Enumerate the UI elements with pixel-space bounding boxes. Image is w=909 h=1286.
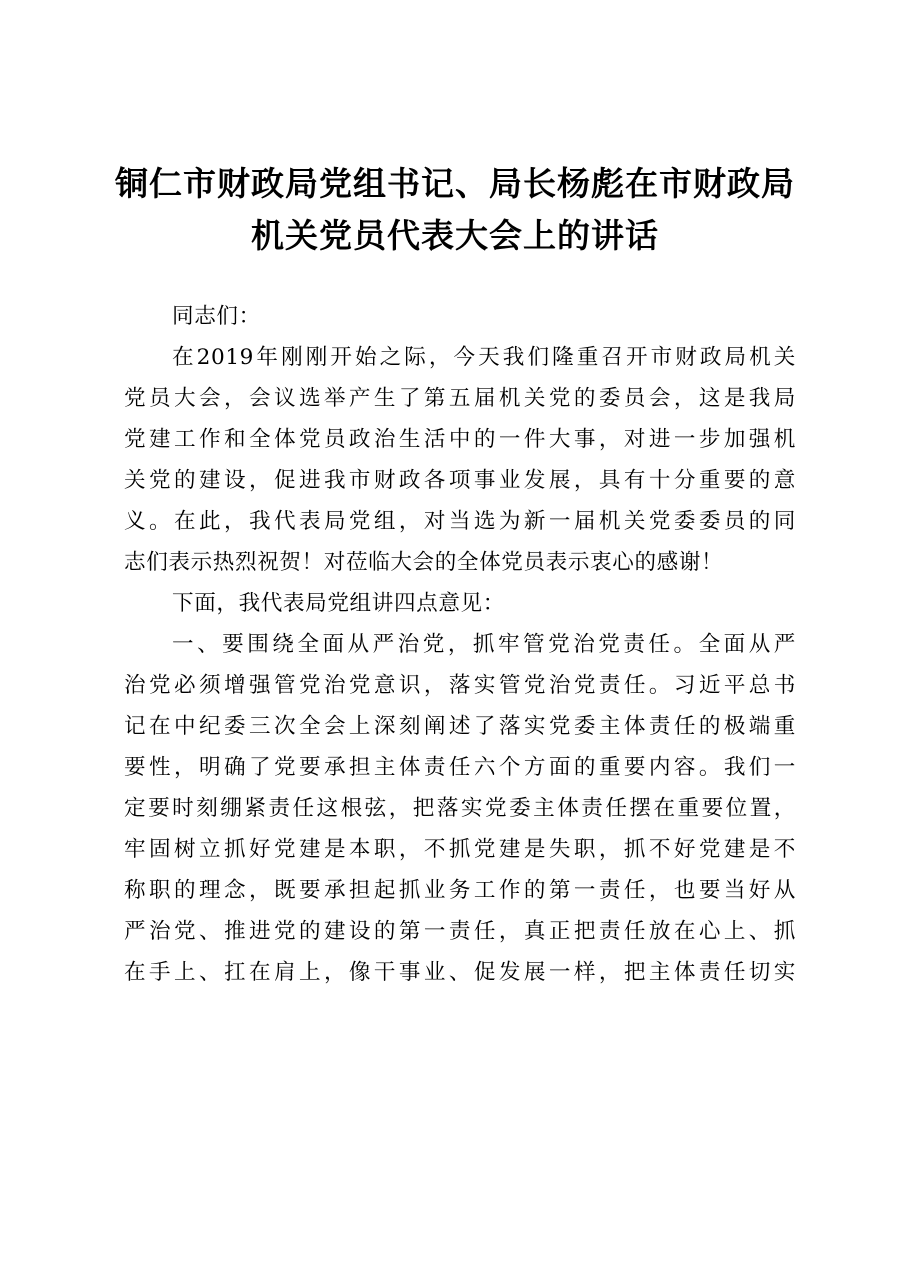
text-line: 牢固树立抓好党建是本职，不抓党建是失职，抓不好党建是不	[124, 837, 796, 862]
text-line: 记在中纪委三次全会上深刻阐述了落实党委主体责任的极端重	[124, 714, 796, 739]
title-line-2: 机关党员代表大会上的讲话	[251, 216, 659, 255]
text-line: 在手上、扛在肩上，像干事业、促发展一样，把主体责任切实	[124, 960, 796, 985]
text-line: 要性，明确了党要承担主体责任六个方面的重要内容。我们一	[124, 755, 796, 780]
text-line: 称职的理念，既要承担起抓业务工作的第一责任，也要当好从	[124, 878, 796, 903]
document-title	[110, 158, 800, 262]
text-line: 定要时刻绷紧责任这根弦，把落实党委主体责任摆在重要位置，	[124, 796, 796, 821]
text-line: 党建工作和全体党员政治生活中的一件大事，对进一步加强机	[124, 427, 796, 452]
text-line: 治党必须增强管党治党意识，落实管党治党责任。习近平总书	[124, 673, 796, 698]
text-line: 志们表示热烈祝贺！对莅临大会的全体党员表示衷心的感谢！	[124, 550, 724, 575]
text-line: 同志们：	[172, 304, 261, 329]
text-line: 义。在此，我代表局党组，对当选为新一届机关党委委员的同	[124, 509, 796, 534]
text-line: 一、要围绕全面从严治党，抓牢管党治党责任。全面从严	[172, 632, 796, 657]
text-line: 下面，我代表局党组讲四点意见：	[172, 591, 505, 616]
title-line-1: 铜仁市财政局党组书记、局长杨彪在市财政局	[115, 164, 795, 203]
text-line: 关党的建设，促进我市财政各项事业发展，具有十分重要的意	[124, 468, 796, 493]
text-line: 党员大会，会议选举产生了第五届机关党的委员会，这是我局	[124, 386, 796, 411]
text-line: 在2019年刚刚开始之际，今天我们隆重召开市财政局机关	[172, 345, 796, 370]
text-line: 严治党、推进党的建设的第一责任，真正把责任放在心上、抓	[124, 919, 796, 944]
document-body	[124, 296, 796, 993]
